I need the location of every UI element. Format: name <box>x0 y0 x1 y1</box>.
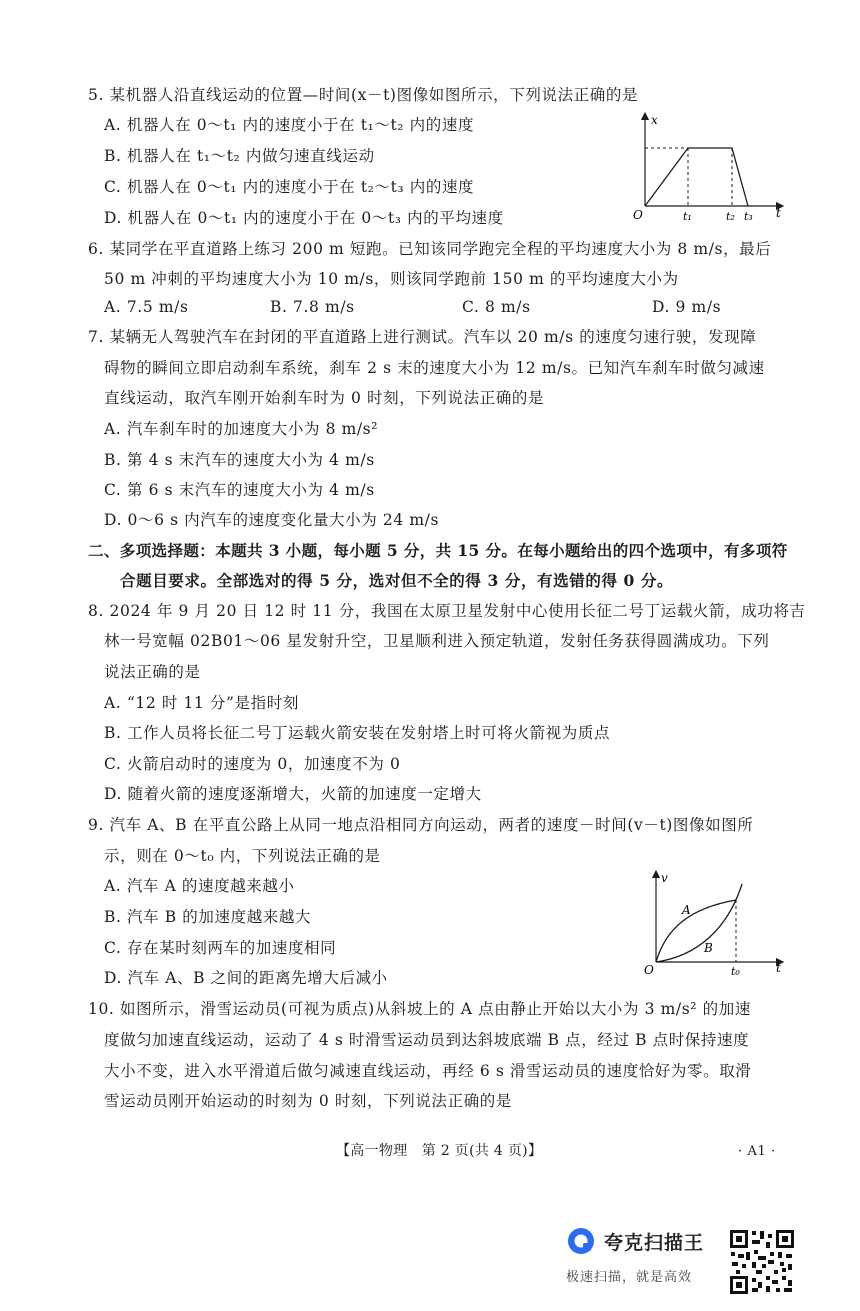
q9-option-b: B. 汽车 B 的加速度越来越大 <box>104 908 312 926</box>
q8-line2: 林一号宽幅 02B01～06 星发射升空，卫星顺利进入预定轨道，发射任务获得圆满成功。下列 <box>104 632 770 650</box>
q9-line1: 9. 汽车 A、B 在平直公路上从同一地点沿相同方向运动，两者的速度－时间(v－t)图像如图所 <box>88 816 754 834</box>
qr-code-icon <box>728 1228 796 1296</box>
q10-line2: 度做匀加速直线运动，运动了 4 s 时滑雪运动员到达斜坡底端 B 点，经过 B 点时保持速度 <box>104 1031 750 1049</box>
q7-line3: 直线运动，取汽车刚开始刹车时为 0 时刻，下列说法正确的是 <box>104 389 545 407</box>
q7-option-a: A. 汽车刹车时的加速度大小为 8 m/s² <box>104 420 379 438</box>
q8-option-b: B. 工作人员将长征二号丁运载火箭安装在发射塔上时可将火箭视为质点 <box>104 724 611 742</box>
q5-xt-graph <box>628 108 790 228</box>
q8-option-d: D. 随着火箭的速度逐渐增大，火箭的加速度一定增大 <box>104 785 482 803</box>
q5-stem: 5. 某机器人沿直线运动的位置—时间(x－t)图像如图所示，下列说法正确的是 <box>88 86 639 104</box>
q6-line1: 6. 某同学在平直道路上练习 200 m 短跑。已知该同学跑完全程的平均速度大小为 8 m/s，最后 <box>88 240 772 258</box>
q5-label-o: O <box>633 208 643 222</box>
q5-option-d: D. 机器人在 0～t₁ 内的速度小于在 0～t₃ 内的平均速度 <box>104 209 504 227</box>
q9-option-a: A. 汽车 A 的速度越来越小 <box>104 877 295 895</box>
q9-line2: 示，则在 0～t₀ 内，下列说法正确的是 <box>104 847 381 865</box>
q9-label-v: v <box>661 871 668 885</box>
q9-label-b: B <box>704 941 713 955</box>
page-footer: 【高一物理 第 2 页(共 4 页)】 <box>336 1143 543 1159</box>
q9-option-d: D. 汽车 A、B 之间的距离先增大后减小 <box>104 969 388 987</box>
page-code: · A1 · <box>738 1144 776 1159</box>
q5-label-t2: t₂ <box>726 210 735 223</box>
q7-line1: 7. 某辆无人驾驶汽车在封闭的平直道路上进行测试。汽车以 20 m/s 的速度匀速行驶，发现障 <box>88 328 757 346</box>
q9-label-t0: t₀ <box>731 965 740 978</box>
q5-curve <box>645 148 748 206</box>
q6-line2: 50 m 冲刺的平均速度大小为 10 m/s，则该同学跑前 150 m 的平均速度大小为 <box>104 270 679 288</box>
q5-label-t3: t₃ <box>744 210 753 223</box>
q9-vt-graph <box>628 868 790 986</box>
q9-label-t: t <box>776 961 781 975</box>
q7-option-d: D. 0～6 s 内汽车的速度变化量大小为 24 m/s <box>104 511 440 529</box>
section2-line1: 二、多项选择题：本题共 3 小题，每小题 5 分，共 15 分。在每小题给出的四个选项中，有多项符 <box>88 541 788 560</box>
q8-line3: 说法正确的是 <box>104 663 201 681</box>
q6-option-c: C. 8 m/s <box>462 298 531 316</box>
q6-option-b: B. 7.8 m/s <box>270 298 355 316</box>
q10-line1: 10. 如图所示，滑雪运动员(可视为质点)从斜坡上的 A 点由静止开始以大小为 3 m/s² 的加速 <box>88 1000 751 1018</box>
q8-option-c: C. 火箭启动时的速度为 0，加速度不为 0 <box>104 755 401 773</box>
scanner-watermark <box>566 1226 726 1296</box>
q5-option-c: C. 机器人在 0～t₁ 内的速度小于在 t₂～t₃ 内的速度 <box>104 178 475 196</box>
q9-option-c: C. 存在某时刻两车的加速度相同 <box>104 939 337 957</box>
q7-line2: 碍物的瞬间立即启动刹车系统，刹车 2 s 末的速度大小为 12 m/s。已知汽车刹车时做匀减速 <box>104 359 765 377</box>
q9-curve-a <box>656 900 736 962</box>
q10-line4: 雪运动员刚开始运动的时刻为 0 时刻，下列说法正确的是 <box>104 1092 512 1110</box>
section2-line2: 合题目要求。全部选对的得 5 分，选对但不全的得 3 分，有选错的得 0 分。 <box>120 571 674 590</box>
watermark-tagline: 极速扫描，就是高效 <box>566 1270 693 1285</box>
q9-curve-b <box>656 884 742 962</box>
q5-label-t: t <box>776 206 781 220</box>
q8-line1: 8. 2024 年 9 月 20 日 12 时 11 分，我国在太原卫星发射中心使用长征二号丁运载火箭，成功将吉 <box>88 602 806 620</box>
quark-logo-icon <box>566 1226 596 1256</box>
q9-label-o: O <box>644 963 654 977</box>
watermark-name: 夸克扫描王 <box>604 1232 705 1254</box>
q5-option-a: A. 机器人在 0～t₁ 内的速度小于在 t₁～t₂ 内的速度 <box>104 116 475 134</box>
q6-option-d: D. 9 m/s <box>652 298 722 316</box>
q9-label-a: A <box>682 903 691 917</box>
q8-option-a: A. “12 时 11 分”是指时刻 <box>104 694 299 712</box>
q7-option-c: C. 第 6 s 末汽车的速度大小为 4 m/s <box>104 481 375 499</box>
q7-option-b: B. 第 4 s 末汽车的速度大小为 4 m/s <box>104 451 375 469</box>
q5-label-x: x <box>651 113 658 127</box>
q5-option-b: B. 机器人在 t₁～t₂ 内做匀速直线运动 <box>104 147 375 165</box>
q5-label-t1: t₁ <box>683 210 692 223</box>
q6-option-a: A. 7.5 m/s <box>104 298 189 316</box>
q10-line3: 大小不变，进入水平滑道后做匀减速直线运动，再经 6 s 滑雪运动员的速度恰好为零。取滑 <box>104 1062 752 1080</box>
